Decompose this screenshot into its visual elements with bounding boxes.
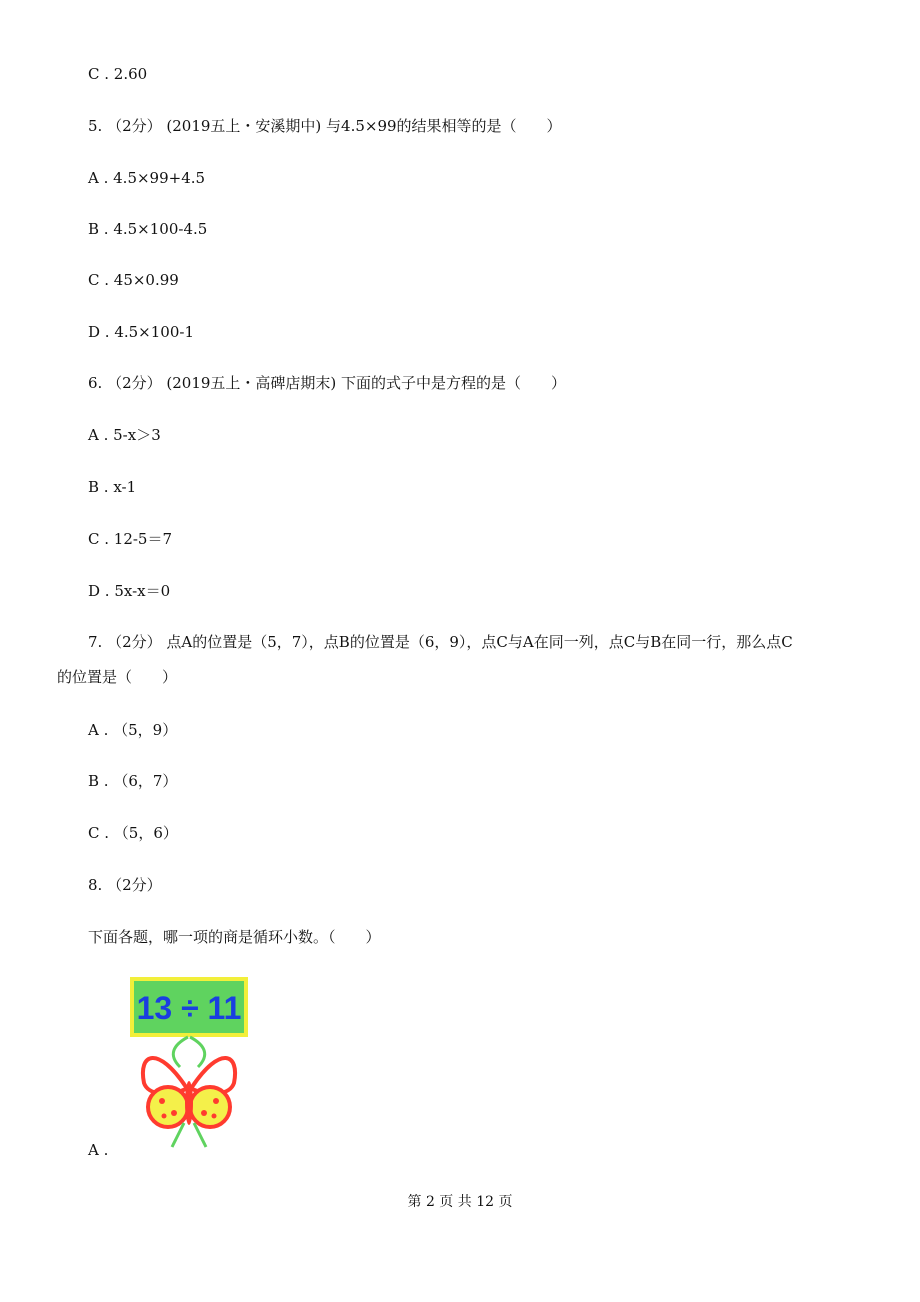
q5-option-a: A . 4.5×99+4.5 bbox=[88, 169, 206, 187]
q7-option-c: C . （5，6） bbox=[88, 824, 178, 842]
wing-dot bbox=[159, 1098, 165, 1104]
q5-option-c: C . 45×0.99 bbox=[88, 271, 179, 289]
q6-option-a: A . 5-x＞3 bbox=[88, 426, 161, 444]
question-8-stem: 下面各题，哪一项的商是循环小数。（ ） bbox=[88, 928, 381, 946]
question-5: 5. （2分） (2019五上・安溪期中) 与4.5×99的结果相等的是（ ） bbox=[88, 117, 562, 135]
wing-dot bbox=[212, 1114, 217, 1119]
question-8: 8. （2分） bbox=[88, 876, 162, 894]
wing-dot bbox=[162, 1114, 167, 1119]
question-7-continued: 的位置是（ ） bbox=[57, 668, 178, 686]
wing-dot bbox=[213, 1098, 219, 1104]
question-7: 7. （2分） 点A的位置是（5，7），点B的位置是（6，9），点C与A在同一列，点C与B在同一行，那么点C bbox=[88, 633, 793, 651]
q7-option-b: B . （6，7） bbox=[88, 772, 178, 790]
q8-option-a: A . bbox=[88, 1141, 109, 1159]
c-prev-option: C . 2.60 bbox=[88, 65, 148, 83]
q7-option-a: A . （5，9） bbox=[88, 721, 178, 739]
page-footer: 第 2 页 共 12 页 bbox=[407, 1194, 513, 1210]
wing-dot bbox=[171, 1110, 177, 1116]
butterfly-antenna-right bbox=[190, 1037, 205, 1067]
butterfly-wing-lower-right bbox=[190, 1087, 230, 1127]
division-expression: 13 ÷ 11 bbox=[136, 990, 242, 1026]
q6-option-d: D . 5x-x＝0 bbox=[88, 582, 171, 600]
q5-option-b: B . 4.5×100-4.5 bbox=[88, 220, 208, 238]
wing-dot bbox=[201, 1110, 207, 1116]
butterfly-wing-lower-left bbox=[148, 1087, 188, 1127]
q5-option-d: D . 4.5×100-1 bbox=[88, 323, 194, 341]
question-6: 6. （2分） (2019五上・高碑店期末) 下面的式子中是方程的是（ ） bbox=[88, 374, 567, 392]
butterfly-antenna-left bbox=[173, 1037, 188, 1067]
q6-option-c: C . 12-5＝7 bbox=[88, 530, 173, 548]
butterfly-body bbox=[185, 1081, 193, 1125]
division-butterfly-image bbox=[128, 975, 254, 1155]
q6-option-b: B . x-1 bbox=[88, 478, 137, 496]
